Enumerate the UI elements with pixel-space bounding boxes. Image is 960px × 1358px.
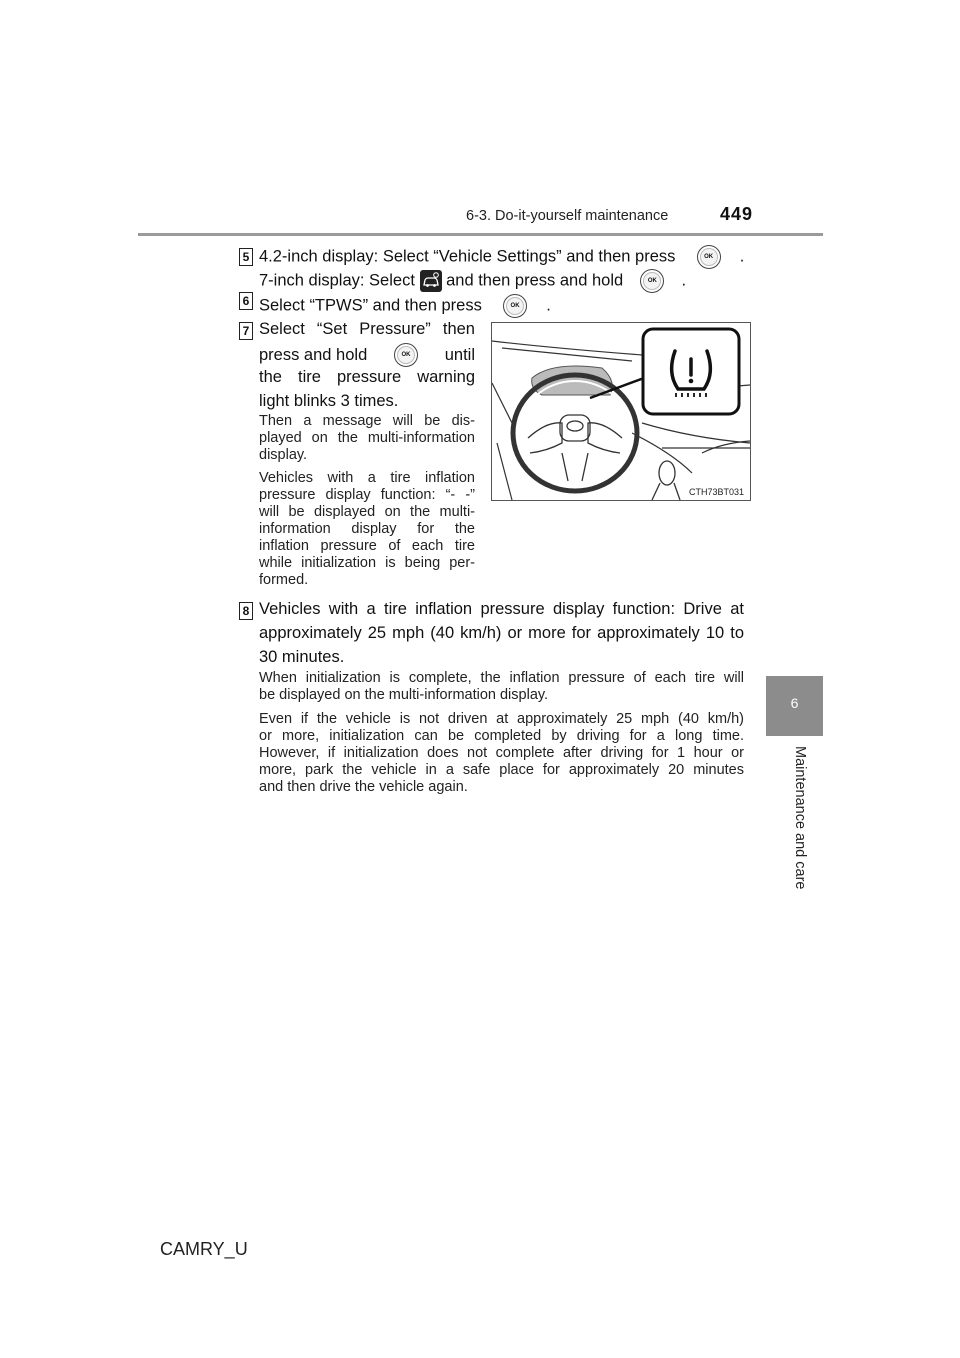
step-6-period: .	[546, 296, 551, 315]
step-5-text-4-2-inch: 4.2-inch display: Select “Vehicle Settings” and then press	[259, 247, 676, 266]
steering-wheel-and-tpws-icon	[492, 323, 750, 500]
illustration-caption: CTH73BT031	[688, 487, 744, 497]
step-number-6: 6	[239, 292, 253, 310]
step-7-note-2	[259, 470, 475, 589]
step-8-note-2	[259, 711, 744, 796]
note-line: Vehicles with a tire inflation	[259, 470, 475, 486]
ok-button-icon: OK	[640, 269, 664, 293]
note-line: When initialization is complete, the inflation pressure of each tire will	[259, 670, 744, 686]
note-line: display.	[259, 447, 308, 463]
step-6-text: Select “TPWS” and then press	[259, 296, 482, 315]
note-line: will be displayed on the multi-	[259, 504, 475, 520]
note-line: inflation pressure of each tire	[259, 538, 475, 554]
step-7-press-hold: press and hold	[259, 346, 368, 364]
note-line: or more, initialization can be completed by driving for a long time.	[259, 728, 744, 744]
vehicle-settings-icon	[420, 270, 442, 292]
step-number-8: 8	[239, 602, 253, 620]
note-line: more, park the vehicle in a safe place for approximately 20 minutes	[259, 762, 744, 778]
ok-button-icon: OK	[503, 294, 527, 318]
step-8-line-1: Vehicles with a tire inflation pressure display function: Drive at	[259, 600, 744, 618]
step-5-line-2	[259, 269, 686, 293]
step-7-until: until	[444, 346, 475, 364]
note-line: and then drive the vehicle again.	[259, 779, 468, 795]
note-line: Even if the vehicle is not driven at approximately 25 mph (40 km/h)	[259, 711, 744, 727]
note-line: played on the multi-information	[259, 430, 475, 446]
step-5-text-7-inch: 7-inch display: Select	[259, 271, 415, 290]
step-7-note-1	[259, 413, 475, 464]
step-5-text-press-hold: and then press and hold	[446, 271, 624, 290]
note-line: pressure display function: “- -”	[259, 487, 475, 503]
dashboard-illustration	[491, 322, 751, 501]
step-7-line-4: light blinks 3 times.	[259, 392, 399, 410]
step-6-line	[259, 294, 551, 318]
step-7-line-3: the tire pressure warning	[259, 368, 475, 386]
model-code: CAMRY_U	[160, 1239, 248, 1259]
ok-button-icon: OK	[697, 245, 721, 269]
step-7-line-1: Select “Set Pressure” then	[259, 320, 475, 338]
section-title: 6-3. Do-it-yourself maintenance	[466, 208, 669, 224]
step-number-5: 5	[239, 248, 253, 266]
step-number-7: 7	[239, 322, 253, 340]
note-line: information display for the	[259, 521, 475, 537]
note-line: However, if initialization does not complete after driving for 1 hour or	[259, 745, 744, 761]
step-8-line-2: approximately 25 mph (40 km/h) or more for approximately 10 to	[259, 624, 744, 642]
header-divider	[138, 233, 823, 236]
chapter-label: Maintenance and care	[792, 746, 808, 890]
page-number: 449	[720, 204, 754, 224]
step-8-line-3: 30 minutes.	[259, 648, 345, 666]
note-line: Then a message will be dis-	[259, 413, 475, 429]
ok-button-icon: OK	[394, 343, 418, 367]
note-line: be displayed on the multi-information display.	[259, 687, 549, 703]
note-line: formed.	[259, 572, 309, 588]
chapter-tab	[766, 676, 823, 736]
step-8-note-1	[259, 670, 744, 704]
step-7-line-2	[259, 343, 475, 367]
step-5-period-2: .	[681, 271, 687, 290]
step-5-line-1	[259, 245, 744, 269]
chapter-number: 6	[790, 695, 799, 711]
step-5-period: .	[739, 247, 745, 266]
note-line: while initialization is being per-	[259, 555, 475, 571]
